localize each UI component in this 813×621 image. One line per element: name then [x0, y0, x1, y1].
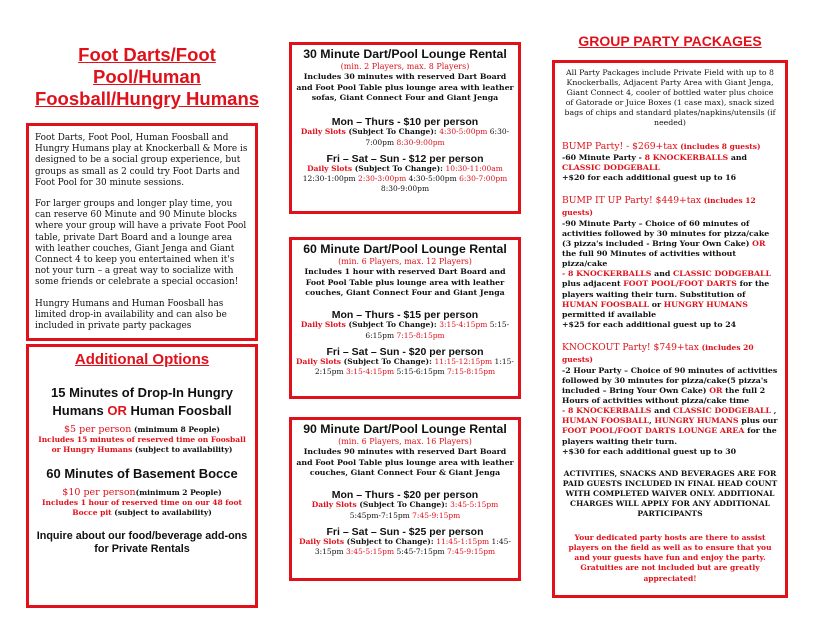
knockout-package [562, 342, 778, 457]
body-text: or [649, 299, 664, 309]
body-text: for the players waiting their turn. Substitution of [562, 279, 770, 299]
time-slot: 11:45-1:15pm [436, 536, 490, 546]
weekday-price: Mon – Thurs - $15 per person [331, 309, 479, 322]
time-slot: 7:15-8:15pm [447, 367, 496, 377]
body-text: the full 90 Minutes of activities without pizza/cake [562, 249, 736, 269]
package-extra: +$25 for each additional guest up to 24 [562, 319, 737, 329]
activity-text: - 8 KNOCKERBALLS [562, 406, 652, 416]
package-activities [562, 406, 778, 446]
desc-text: Includes 15 minutes of reserved time on Foosball or Hungry Humans [38, 435, 246, 454]
price-text: $10 per person [62, 487, 136, 498]
activity-text: CLASSIC DODGEBALL [673, 269, 771, 279]
time-slot: 1:45-3:15pm [314, 536, 511, 557]
package-extra: +$20 for each additional guest up to 16 [562, 172, 737, 182]
time-slot: 11:15-12:15pm [434, 356, 493, 366]
option-drop-in-desc [35, 435, 249, 455]
body-text: -90 Minute Party – Choice of 60 minutes of activities followed by 30 minutes for pizza/cake (3 pizza's included - Bring Your Own Cake) [562, 218, 770, 249]
guest-policy-text: ACTIVITIES, SNACKS AND BEVERAGES ARE FOR PAID GUESTS INCLUDED IN FINAL HEAD COUNT WITH COMPLETED WAIVER ONLY. ADDITIONAL CHARGES WILL APPLY FOR ANY ADDITIONAL PARTICIPANTS [562, 468, 778, 519]
package-name: KNOCKOUT Party! $749+tax [562, 341, 699, 353]
time-slot: 10:30-11:00am [445, 163, 503, 173]
time-slot: 4:30-5:00pm [408, 174, 457, 184]
intro-paragraph: Foot Darts, Foot Pool, Human Foosball and Hungry Humans play at Knockerball & More is designed to be a social group experience, but groups as small as 2 could try Foot Darts and Foot Pool for 30 minute sessions. [35, 133, 248, 188]
rental-title: 30 Minute Dart/Pool Lounge Rental [303, 47, 507, 61]
package-heading [562, 342, 778, 366]
time-slot: 6:30-7:00pm [365, 127, 510, 147]
minimum-text: (minimum 2 People) [135, 488, 222, 497]
slots-label: Daily Slots [300, 127, 346, 137]
weekend-price: Fri – Sat – Sun - $12 per person [326, 152, 484, 165]
option-bocce-desc [35, 498, 249, 518]
time-slot: 5:45pm-7:15pm [349, 510, 410, 520]
desc-text: Includes 1 hour of reserved time on our 48 foot Bocce pit [42, 498, 242, 517]
slots-label: Daily Slots [307, 163, 353, 173]
slots-note: (Subject To Change): [345, 320, 440, 330]
package-activities [562, 269, 778, 319]
activity-text: HUNGRY HUMANS [663, 299, 748, 309]
or-text: OR [709, 386, 723, 396]
slots-label: Daily Slots [311, 500, 357, 510]
time-slot: 7:15-8:15pm [396, 330, 445, 340]
bump-it-up-package [562, 195, 778, 330]
activity-text: FOOT POOL/FOOT DARTS [623, 279, 737, 289]
time-slot: 4:30-5:00pm [439, 127, 488, 137]
or-text: OR [752, 239, 766, 249]
weekday-price: Mon – Thurs - $10 per person [331, 116, 479, 129]
package-body [562, 366, 778, 406]
time-slot: 8:30-9:00pm [380, 184, 430, 194]
slots-note: (Subject to Change): [344, 536, 437, 546]
body-text: the full 2 Hours of activities without pizza/cake time [562, 386, 766, 406]
activity-text: HUMAN FOOSBALL [562, 416, 650, 426]
weekday-price: Mon – Thurs - $20 per person [331, 489, 479, 502]
time-slot: 3:15-4:15pm [345, 367, 395, 377]
body-text: -2 Hour Party – Choice of 90 minutes of activities followed by 30 minutes for pizza/cake(5 pizza's included – Bring Your Own Cake) [562, 365, 778, 396]
package-guests: (includes 8 guests) [677, 141, 761, 151]
rental-includes: Includes 30 minutes with reserved Dart Board and Foot Pool Table plus lounge area with leather sofas, Giant Connect Four and Giant Jenga [296, 72, 514, 102]
weekday-slots [295, 320, 515, 340]
body-text: , [649, 416, 655, 426]
time-slot: 7:45-9:15pm [412, 510, 461, 520]
time-slot: 3:15-4:15pm [439, 320, 488, 330]
weekday-slots [295, 500, 515, 520]
additional-options-box [26, 344, 258, 608]
party-packages-title: GROUP PARTY PACKAGES [578, 33, 762, 49]
slots-note: (Subject To Change): [345, 127, 440, 137]
rental-players: (min. 6 Players, max. 12 Players) [338, 257, 472, 266]
activity-text: - 8 KNOCKERBALLS [562, 269, 652, 279]
slots-note: (Subject To Change): [356, 500, 451, 510]
rental-includes: Includes 1 hour with reserved Dart Board and Foot Pool Table plus lounge area with leather couches, Giant Connect Four and Giant Jenga [304, 267, 506, 297]
time-slot: 3:45-5:15pm [450, 500, 499, 510]
weekend-slots [295, 357, 515, 377]
party-intro: All Party Packages include Private Field with up to 8 Knockerballs, Adjacent Party Area with Giant Jenga, Giant Connect 4, cooler of bottled water plus choice of Gatorade or Juice Boxes (1 case max), snack sized bags of chips and standard plates/napkins/utensils (if needed) [564, 68, 776, 128]
slots-note: (Subject To Change): [352, 163, 446, 173]
body-text: plus our [738, 416, 778, 426]
rental-players: (min. 2 Players, max. 8 Players) [340, 62, 470, 71]
time-slot: 5:15-6:15pm [396, 367, 445, 377]
time-slot: 5:45-7:15pm [396, 547, 445, 557]
weekend-slots [295, 164, 515, 195]
weekend-slots [295, 537, 515, 557]
slots-note: (Subject To Change): [341, 356, 435, 366]
activity-text: CLASSIC DODGEBALL [562, 162, 660, 172]
option-drop-in-price [35, 424, 249, 435]
minimum-text: (minimum 8 People) [131, 425, 220, 434]
activity-text: HUMAN FOOSBALL [562, 299, 650, 309]
body-text: permitted if available [562, 309, 657, 319]
time-slot: 5:15-6:15pm [365, 320, 510, 340]
package-name: BUMP IT UP Party! $449+tax [562, 194, 702, 206]
party-packages-box [552, 60, 788, 598]
time-slot: 3:45-5:15pm [345, 547, 395, 557]
package-name: BUMP Party! - $269+tax [562, 140, 678, 152]
body-text: and [728, 152, 747, 162]
inquire-text: Inquire about our food/beverage add-ons for Private Rentals [36, 530, 248, 555]
package-body [562, 219, 778, 269]
package-body [562, 153, 778, 173]
option-or: OR [107, 403, 127, 418]
rental-title: 90 Minute Dart/Pool Lounge Rental [303, 422, 507, 436]
activity-text: HUNGRY HUMANS [654, 416, 739, 426]
price-text: $5 per person [64, 424, 132, 435]
body-text: plus adjacent [562, 279, 624, 289]
time-slot: 8:30-9:00pm [396, 137, 445, 147]
package-extra: +$30 for each additional guest up to 30 [562, 446, 737, 456]
package-heading [562, 195, 778, 219]
option-heading-text: Human Foosball [126, 403, 232, 418]
option-bocce-price [35, 487, 249, 498]
rental-30-box [289, 42, 521, 214]
intro-box [26, 123, 258, 341]
rental-includes: Includes 90 minutes with reserved Dart Board and Foot Pool Table plus lounge area with leather couches, Giant Connect Four & Giant Jenga [296, 447, 514, 477]
package-heading [562, 141, 778, 153]
time-slot: 1:15-2:15pm [314, 356, 514, 377]
option-drop-in-heading [35, 384, 249, 420]
weekday-slots [295, 127, 515, 147]
package-guests: (includes 12 guests) [562, 195, 756, 217]
body-text: and [651, 269, 674, 279]
slots-label: Daily Slots [296, 356, 342, 366]
body-text: , [770, 406, 777, 416]
option-heading-text: 15 Minutes of Drop-In Hungry Humans [51, 385, 233, 418]
time-slot: 7:45-9:15pm [447, 547, 496, 557]
slots-label: Daily Slots [300, 320, 346, 330]
body-text: for the players waiting their turn. [562, 426, 777, 446]
body-text: and [651, 406, 674, 416]
bump-package [562, 141, 778, 183]
additional-options-title: Additional Options [74, 351, 210, 368]
rental-title: 60 Minute Dart/Pool Lounge Rental [303, 242, 507, 256]
weekend-price: Fri – Sat – Sun - $20 per person [326, 345, 484, 358]
foot-darts-title: Foot Darts/Foot Pool/Human Foosball/Hungry Humans [34, 44, 260, 109]
slots-label: Daily Slots [299, 536, 345, 546]
time-slot: 2:30-3:00pm [358, 174, 407, 184]
body-text: -60 Minute Party - [562, 152, 645, 162]
availability-text: (subject to availability) [111, 508, 212, 517]
activity-text: CLASSIC DODGEBALL [673, 406, 771, 416]
activity-text: 8 KNOCKERBALLS [644, 152, 729, 162]
option-bocce-heading: 60 Minutes of Basement Bocce [46, 466, 238, 481]
weekend-price: Fri – Sat – Sun - $25 per person [326, 525, 484, 538]
rental-players: (min. 6 Players, max. 16 Players) [338, 437, 472, 446]
intro-paragraph: Hungry Humans and Human Foosball has limited drop-in availability and can also be included in private party packages [35, 298, 227, 332]
availability-text: (subject to availability) [132, 445, 233, 454]
time-slot: 12:30-1:00pm [302, 174, 356, 184]
activity-text: FOOT POOL/FOOT DARTS LOUNGE AREA [562, 426, 745, 436]
rental-60-box [289, 237, 521, 399]
time-slot: 6:30-7:00pm [459, 174, 508, 184]
package-guests: (includes 20 guests) [562, 342, 754, 364]
party-hosts-note: Your dedicated party hosts are there to assist players on the field as well as to ensure that you and your guests have fun and enjoy the party. Gratuities are not included but are greatly appreciated! [568, 533, 772, 583]
intro-paragraph: For larger groups and longer play time, you can reserve 60 Minute and 90 Minute blocks where your group will have a private Foot Pool table, private Dart Board and a lounge area with leather couches, Giant Jenga and Giant Connect 4 to keep you entertained when it's not your turn – a great way to socialize with some friends or celebrate a special occasion! [35, 199, 247, 288]
rental-90-box [289, 417, 521, 581]
